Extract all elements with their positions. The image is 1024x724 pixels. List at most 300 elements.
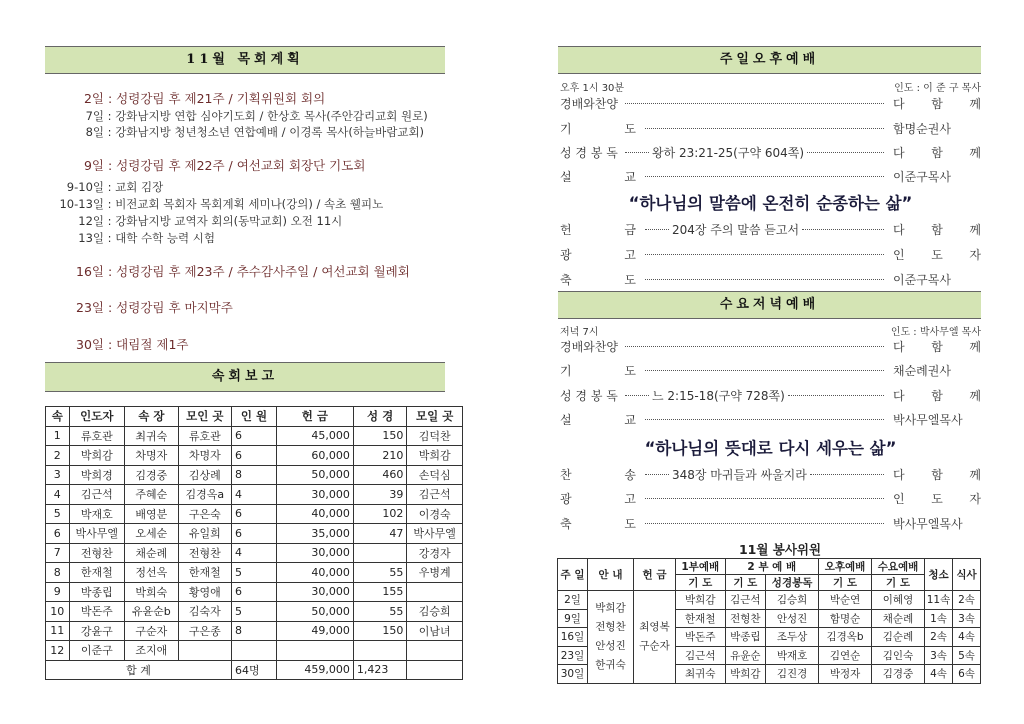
table-cell: 55 bbox=[353, 563, 406, 583]
plan-date: 10-13일 bbox=[59, 197, 104, 211]
service-item-detail: 느 2:15-18(구약 728쪽) bbox=[652, 388, 785, 403]
table-row bbox=[46, 524, 463, 544]
plan-separator: : bbox=[104, 231, 116, 245]
vol-h-week: 주 일 bbox=[558, 559, 588, 591]
table-cell: 6 bbox=[232, 504, 277, 524]
table-cell: 채순례 bbox=[125, 543, 178, 563]
plan-title: 11월 목회계획 bbox=[186, 52, 304, 67]
service-item-leader-dots bbox=[642, 498, 887, 499]
plan-text: 성령강림 후 제21주 / 기획위원회 회의 bbox=[116, 91, 326, 106]
service-order-line bbox=[560, 384, 981, 406]
table-row bbox=[46, 602, 463, 622]
table-cell: 6 bbox=[232, 524, 277, 544]
table-cell: 155 bbox=[353, 582, 406, 602]
table-cell: 정선옥 bbox=[125, 563, 178, 583]
table-cell bbox=[407, 641, 463, 661]
table-cell bbox=[407, 582, 463, 602]
table-cell: 박사무엘 bbox=[69, 524, 125, 544]
table-cell: 5속 bbox=[953, 646, 981, 665]
table-cell: 강경자 bbox=[407, 543, 463, 563]
table-cell: 박희경 bbox=[69, 465, 125, 485]
table-cell: 이준구 bbox=[69, 641, 125, 661]
table-row bbox=[46, 485, 463, 505]
col-header: 성 경 bbox=[353, 407, 406, 427]
vol-h-pm: 오후예배 bbox=[819, 559, 872, 575]
service-order-line bbox=[560, 463, 981, 485]
table-cell bbox=[276, 641, 353, 661]
table-cell: 박희감 bbox=[725, 665, 766, 684]
dot-leader bbox=[802, 229, 884, 230]
plan-item bbox=[40, 156, 365, 174]
dot-leader bbox=[625, 152, 649, 153]
table-row bbox=[46, 621, 463, 641]
vol-week: 30일 bbox=[558, 665, 588, 684]
vol-offerers: 최영복 구순자 bbox=[634, 591, 676, 684]
table-cell: 50,000 bbox=[276, 465, 353, 485]
service-item-person: 채순례권사 bbox=[893, 363, 951, 378]
service-order-line bbox=[560, 408, 981, 430]
vol-h-meal: 식사 bbox=[953, 559, 981, 591]
service-item-leader-dots bbox=[642, 128, 887, 129]
table-cell bbox=[232, 641, 277, 661]
table-cell: 박종립 bbox=[725, 628, 766, 647]
table-cell: 35,000 bbox=[276, 524, 353, 544]
service-item-leader-dots bbox=[642, 254, 887, 255]
service-order-line bbox=[560, 165, 981, 187]
service-item-label: 기 도 bbox=[560, 121, 636, 136]
table-cell: 박돈주 bbox=[69, 602, 125, 622]
table-row bbox=[46, 446, 463, 466]
total-people: 64명 bbox=[232, 660, 277, 680]
table-cell: 40,000 bbox=[276, 563, 353, 583]
service-item-detail: 왕하 23:21-25(구약 604쪽) bbox=[652, 145, 805, 160]
table-cell: 류호관 bbox=[69, 426, 125, 446]
table-cell: 박재호 bbox=[766, 646, 819, 665]
vol-week: 9일 bbox=[558, 609, 588, 628]
service-order-line bbox=[560, 359, 981, 381]
table-cell: 조지애 bbox=[125, 641, 178, 661]
service-item-person: 다 함 께 bbox=[893, 222, 981, 237]
table-cell: 12 bbox=[46, 641, 70, 661]
vol-header-row bbox=[558, 559, 981, 575]
table-cell: 45,000 bbox=[276, 426, 353, 446]
total-label: 합 계 bbox=[46, 660, 232, 680]
vol-h-guide: 안 내 bbox=[588, 559, 634, 591]
table-cell: 김상례 bbox=[178, 465, 231, 485]
table-cell: 6 bbox=[232, 426, 277, 446]
table-cell: 류호관 bbox=[178, 426, 231, 446]
table-cell: 박희숙 bbox=[125, 582, 178, 602]
vol-sub: 기 도 bbox=[676, 575, 726, 591]
table-cell: 30,000 bbox=[276, 485, 353, 505]
table-cell: 박재호 bbox=[69, 504, 125, 524]
table-cell: 150 bbox=[353, 426, 406, 446]
vol-sub: 기 도 bbox=[819, 575, 872, 591]
table-cell: 8 bbox=[46, 563, 70, 583]
service-item-person: 인 도 자 bbox=[893, 247, 981, 262]
table-cell: 10 bbox=[46, 602, 70, 622]
dot-leader bbox=[645, 498, 884, 499]
plan-date: 30일 bbox=[76, 337, 104, 352]
service-item-leader-dots bbox=[642, 466, 887, 483]
table-cell: 박돈주 bbox=[676, 628, 726, 647]
table-cell: 유윤순b bbox=[125, 602, 178, 622]
table-cell bbox=[353, 641, 406, 661]
table-cell: 8 bbox=[232, 621, 277, 641]
plan-item bbox=[40, 124, 424, 140]
vol-h-clean: 청소 bbox=[925, 559, 953, 591]
service-item-label: 축 도 bbox=[560, 516, 636, 531]
plan-item bbox=[40, 213, 342, 229]
service-item-leader-dots bbox=[622, 346, 887, 347]
plan-item bbox=[40, 108, 428, 124]
table-cell: 박희감 bbox=[676, 591, 726, 610]
table-cell: 김숙자 bbox=[178, 602, 231, 622]
plan-separator: : bbox=[104, 337, 117, 352]
table-cell: 이남녀 bbox=[407, 621, 463, 641]
service-item-leader-dots bbox=[642, 176, 887, 177]
table-cell: 50,000 bbox=[276, 602, 353, 622]
service-item-label: 찬 송 bbox=[560, 467, 636, 482]
table-cell: 9 bbox=[46, 582, 70, 602]
table-cell: 4속 bbox=[925, 665, 953, 684]
vol-week: 23일 bbox=[558, 646, 588, 665]
col-header: 헌 금 bbox=[276, 407, 353, 427]
service-order-line bbox=[560, 512, 981, 534]
service-item-label: 성 경 봉 독 bbox=[560, 388, 618, 403]
plan-text: 강화남지방 청년청소년 연합예배 / 이경록 목사(하늘바람교회) bbox=[115, 125, 425, 139]
table-cell: 차명자 bbox=[178, 446, 231, 466]
service-item-detail: 204장 주의 말씀 듣고서 bbox=[672, 222, 800, 237]
table-cell: 한재철 bbox=[69, 563, 125, 583]
plan-date: 13일 bbox=[78, 231, 104, 245]
table-cell: 8 bbox=[232, 465, 277, 485]
table-cell: 460 bbox=[353, 465, 406, 485]
volunteers-title: 11월 봉사위원 bbox=[738, 542, 822, 557]
table-cell: 김승희 bbox=[766, 591, 819, 610]
plan-item bbox=[40, 298, 233, 316]
table-row bbox=[46, 543, 463, 563]
wed-pm-leader: 인도 : 박사무엘 목사 bbox=[890, 327, 981, 338]
service-item-person: 다 함 께 bbox=[893, 339, 981, 354]
table-row bbox=[558, 591, 981, 610]
table-cell: 150 bbox=[353, 621, 406, 641]
plan-date: 2일 bbox=[83, 91, 104, 106]
service-item-leader-dots bbox=[642, 279, 887, 280]
table-cell: 김경옥b bbox=[819, 628, 872, 647]
table-cell: 210 bbox=[353, 446, 406, 466]
table-cell: 5 bbox=[232, 602, 277, 622]
table-cell: 배영분 bbox=[125, 504, 178, 524]
table-cell: 우병계 bbox=[407, 563, 463, 583]
vol-week: 16일 bbox=[558, 628, 588, 647]
table-cell bbox=[178, 641, 231, 661]
table-cell: 전형찬 bbox=[178, 543, 231, 563]
service-order-line bbox=[560, 141, 981, 163]
service-order-line bbox=[560, 268, 981, 290]
plan-text: 성령강림 후 제23주 / 추수감사주일 / 여선교회 월례회 bbox=[116, 264, 410, 279]
table-cell: 55 bbox=[353, 602, 406, 622]
plan-item bbox=[40, 196, 383, 212]
table-cell: 강윤구 bbox=[69, 621, 125, 641]
plan-item bbox=[40, 262, 410, 280]
table-cell: 김근석 bbox=[69, 485, 125, 505]
plan-date: 7일 bbox=[85, 109, 104, 123]
table-cell: 11속 bbox=[925, 591, 953, 610]
report-title: 속회보고 bbox=[211, 369, 279, 384]
table-cell: 최귀숙 bbox=[125, 426, 178, 446]
wed-pm-sermon-title: “하나님의 뜻대로 다시 세우는 삶” bbox=[644, 439, 897, 458]
service-item-person: 박사무엘목사 bbox=[893, 412, 963, 427]
table-cell: 박순연 bbox=[819, 591, 872, 610]
table-cell: 40,000 bbox=[276, 504, 353, 524]
service-item-label: 광 고 bbox=[560, 247, 636, 262]
wed-pm-time: 저녁 7시 bbox=[560, 327, 599, 338]
plan-separator: : bbox=[104, 109, 116, 123]
table-cell: 박정자 bbox=[819, 665, 872, 684]
plan-date: 8일 bbox=[85, 125, 104, 139]
table-cell: 김연순 bbox=[819, 646, 872, 665]
service-order-line bbox=[560, 92, 981, 114]
plan-text: 강화남지방 교역자 회의(동막교회) 오전 11시 bbox=[115, 214, 343, 228]
table-cell: 구은숙 bbox=[178, 504, 231, 524]
table-cell: 김순례 bbox=[872, 628, 925, 647]
plan-date: 9-10일 bbox=[66, 180, 104, 194]
table-cell: 4 bbox=[232, 485, 277, 505]
table-cell: 3속 bbox=[925, 646, 953, 665]
service-item-label: 설 교 bbox=[560, 412, 636, 427]
vol-h-wed: 수요예배 bbox=[872, 559, 925, 575]
service-item-person: 다 함 께 bbox=[893, 96, 981, 111]
dot-leader bbox=[645, 419, 884, 420]
plan-date: 16일 bbox=[76, 264, 104, 279]
table-cell: 30,000 bbox=[276, 582, 353, 602]
service-order-line bbox=[560, 335, 981, 357]
table-cell: 60,000 bbox=[276, 446, 353, 466]
table-cell: 황영애 bbox=[178, 582, 231, 602]
plan-date: 12일 bbox=[78, 214, 104, 228]
plan-text: 대림절 제1주 bbox=[116, 337, 189, 352]
dot-leader bbox=[645, 370, 884, 371]
plan-item bbox=[40, 230, 215, 246]
dot-leader bbox=[645, 128, 884, 129]
service-item-detail: 348장 마귀들과 싸울지라 bbox=[672, 467, 807, 482]
col-header: 모일 곳 bbox=[407, 407, 463, 427]
vol-week: 2일 bbox=[558, 591, 588, 610]
table-cell: 김근석 bbox=[725, 591, 766, 610]
service-item-leader-dots bbox=[642, 419, 887, 420]
plan-separator: : bbox=[104, 197, 116, 211]
dot-leader bbox=[810, 474, 884, 475]
table-cell: 구순자 bbox=[125, 621, 178, 641]
table-cell: 11 bbox=[46, 621, 70, 641]
dot-leader bbox=[645, 229, 669, 230]
dot-leader bbox=[625, 103, 884, 104]
table-cell: 6 bbox=[232, 446, 277, 466]
plan-item bbox=[40, 335, 188, 353]
table-cell: 유윤순 bbox=[725, 646, 766, 665]
plan-separator: : bbox=[104, 125, 116, 139]
service-item-person: 이준구목사 bbox=[893, 272, 951, 287]
service-item-person: 인 도 자 bbox=[893, 491, 981, 506]
col-header: 속 bbox=[46, 407, 70, 427]
table-cell: 1속 bbox=[925, 609, 953, 628]
table-cell: 6 bbox=[232, 582, 277, 602]
service-item-label: 광 고 bbox=[560, 491, 636, 506]
dot-leader bbox=[625, 346, 884, 347]
table-cell: 조두상 bbox=[766, 628, 819, 647]
dot-leader bbox=[645, 254, 884, 255]
table-cell: 함명순 bbox=[819, 609, 872, 628]
plan-text: 교회 김장 bbox=[115, 180, 164, 194]
service-item-leader-dots bbox=[622, 144, 887, 161]
table-row bbox=[46, 582, 463, 602]
table-cell: 5 bbox=[46, 504, 70, 524]
table-cell: 오세순 bbox=[125, 524, 178, 544]
attendance-total-row bbox=[46, 660, 463, 680]
table-cell: 김인숙 bbox=[872, 646, 925, 665]
service-item-label: 축 도 bbox=[560, 272, 636, 287]
table-cell: 김근석 bbox=[407, 485, 463, 505]
service-item-label: 헌 금 bbox=[560, 222, 636, 237]
table-cell: 3 bbox=[46, 465, 70, 485]
table-cell: 김덕찬 bbox=[407, 426, 463, 446]
table-cell: 한재철 bbox=[676, 609, 726, 628]
table-cell: 유일희 bbox=[178, 524, 231, 544]
table-cell: 김경옥a bbox=[178, 485, 231, 505]
table-cell: 이경숙 bbox=[407, 504, 463, 524]
service-item-person: 박사무엘목사 bbox=[893, 516, 963, 531]
plan-separator: : bbox=[104, 264, 117, 279]
table-cell: 6 bbox=[46, 524, 70, 544]
vol-sub: 성경봉독 bbox=[766, 575, 819, 591]
sunday-pm-time: 오후 1시 30분 bbox=[560, 83, 625, 94]
table-row bbox=[46, 641, 463, 661]
plan-text: 비전교회 목회자 목회계획 세미나(강의) / 속초 웰피노 bbox=[115, 197, 384, 211]
total-offering: 459,000 bbox=[276, 660, 353, 680]
table-row bbox=[46, 465, 463, 485]
vol-sub: 기 도 bbox=[725, 575, 766, 591]
plan-separator: : bbox=[104, 300, 117, 315]
table-cell: 4 bbox=[46, 485, 70, 505]
service-order-line bbox=[560, 243, 981, 265]
col-header: 모인 곳 bbox=[178, 407, 231, 427]
table-cell: 박희감 bbox=[69, 446, 125, 466]
table-cell: 1 bbox=[46, 426, 70, 446]
table-cell: 김경중 bbox=[872, 665, 925, 684]
col-header: 속 장 bbox=[125, 407, 178, 427]
table-cell: 김승희 bbox=[407, 602, 463, 622]
table-cell: 2속 bbox=[953, 591, 981, 610]
dot-leader bbox=[645, 279, 884, 280]
dot-leader bbox=[807, 152, 884, 153]
plan-separator: : bbox=[104, 214, 116, 228]
dot-leader bbox=[645, 523, 884, 524]
plan-header bbox=[45, 46, 445, 74]
col-header: 인 원 bbox=[232, 407, 277, 427]
dot-leader bbox=[625, 395, 649, 396]
table-cell: 주혜순 bbox=[125, 485, 178, 505]
service-item-person: 함명순권사 bbox=[893, 121, 951, 136]
wed-pm-title: 수요저녁예배 bbox=[719, 297, 820, 312]
table-cell: 7 bbox=[46, 543, 70, 563]
table-cell: 김진경 bbox=[766, 665, 819, 684]
service-item-person: 다 함 께 bbox=[893, 388, 981, 403]
plan-separator: : bbox=[104, 158, 117, 173]
table-cell: 차명자 bbox=[125, 446, 178, 466]
table-row bbox=[46, 563, 463, 583]
vol-h-offering: 헌 금 bbox=[634, 559, 676, 591]
service-item-person: 다 함 께 bbox=[893, 467, 981, 482]
table-cell: 최귀숙 bbox=[676, 665, 726, 684]
service-order-line bbox=[560, 218, 981, 240]
dot-leader bbox=[645, 474, 669, 475]
sunday-pm-sermon-title: “하나님의 말씀에 온전히 순종하는 삶” bbox=[628, 194, 913, 213]
sunday-pm-header bbox=[558, 46, 981, 74]
plan-separator: : bbox=[104, 180, 116, 194]
dot-leader bbox=[788, 395, 884, 396]
plan-text: 강화남지방 연합 심야기도회 / 한상호 목사(주안감리교회 원로) bbox=[115, 109, 428, 123]
service-item-label: 성 경 봉 독 bbox=[560, 145, 618, 160]
plan-item bbox=[40, 179, 163, 195]
table-cell: 김근석 bbox=[676, 646, 726, 665]
service-item-leader-dots bbox=[622, 103, 887, 104]
vol-guides: 박희감 전형찬 안성진 한귀숙 bbox=[588, 591, 634, 684]
sunday-pm-leader: 인도 : 이 준 구 목사 bbox=[894, 83, 981, 94]
table-cell: 채순례 bbox=[872, 609, 925, 628]
report-header bbox=[45, 362, 445, 392]
plan-date: 9일 bbox=[83, 158, 104, 173]
service-item-label: 경배와찬양 bbox=[560, 339, 618, 354]
table-row bbox=[46, 426, 463, 446]
table-cell: 2 bbox=[46, 446, 70, 466]
service-item-person: 이준구목사 bbox=[893, 169, 951, 184]
table-cell bbox=[353, 543, 406, 563]
table-cell: 47 bbox=[353, 524, 406, 544]
service-item-person: 다 함 께 bbox=[893, 145, 981, 160]
volunteers-table bbox=[557, 558, 981, 684]
table-cell: 2속 bbox=[925, 628, 953, 647]
total-bible: 1,423 bbox=[353, 660, 406, 680]
service-item-label: 설 교 bbox=[560, 169, 636, 184]
attendance-header-row bbox=[46, 407, 463, 427]
table-cell: 6속 bbox=[953, 665, 981, 684]
table-cell: 손덕심 bbox=[407, 465, 463, 485]
service-item-leader-dots bbox=[642, 370, 887, 371]
service-item-leader-dots bbox=[642, 221, 887, 238]
plan-text: 대학 수학 능력 시험 bbox=[115, 231, 216, 245]
service-order-line bbox=[560, 117, 981, 139]
plan-separator: : bbox=[104, 91, 117, 106]
vol-h-service2: 2 부 예 배 bbox=[725, 559, 819, 575]
wed-pm-header bbox=[558, 291, 981, 319]
table-cell: 102 bbox=[353, 504, 406, 524]
table-row bbox=[46, 504, 463, 524]
table-cell: 3속 bbox=[953, 609, 981, 628]
table-cell: 4속 bbox=[953, 628, 981, 647]
dot-leader bbox=[645, 176, 884, 177]
vol-h-service1: 1부예배 bbox=[676, 559, 726, 575]
table-cell: 4 bbox=[232, 543, 277, 563]
table-cell: 한재철 bbox=[178, 563, 231, 583]
plan-item bbox=[40, 89, 325, 107]
table-cell: 30,000 bbox=[276, 543, 353, 563]
table-cell: 이혜영 bbox=[872, 591, 925, 610]
vol-sub: 기 도 bbox=[872, 575, 925, 591]
table-cell: 전형찬 bbox=[69, 543, 125, 563]
plan-date: 23일 bbox=[76, 300, 104, 315]
plan-text: 성령강림 후 제22주 / 여선교회 회장단 기도회 bbox=[116, 158, 366, 173]
